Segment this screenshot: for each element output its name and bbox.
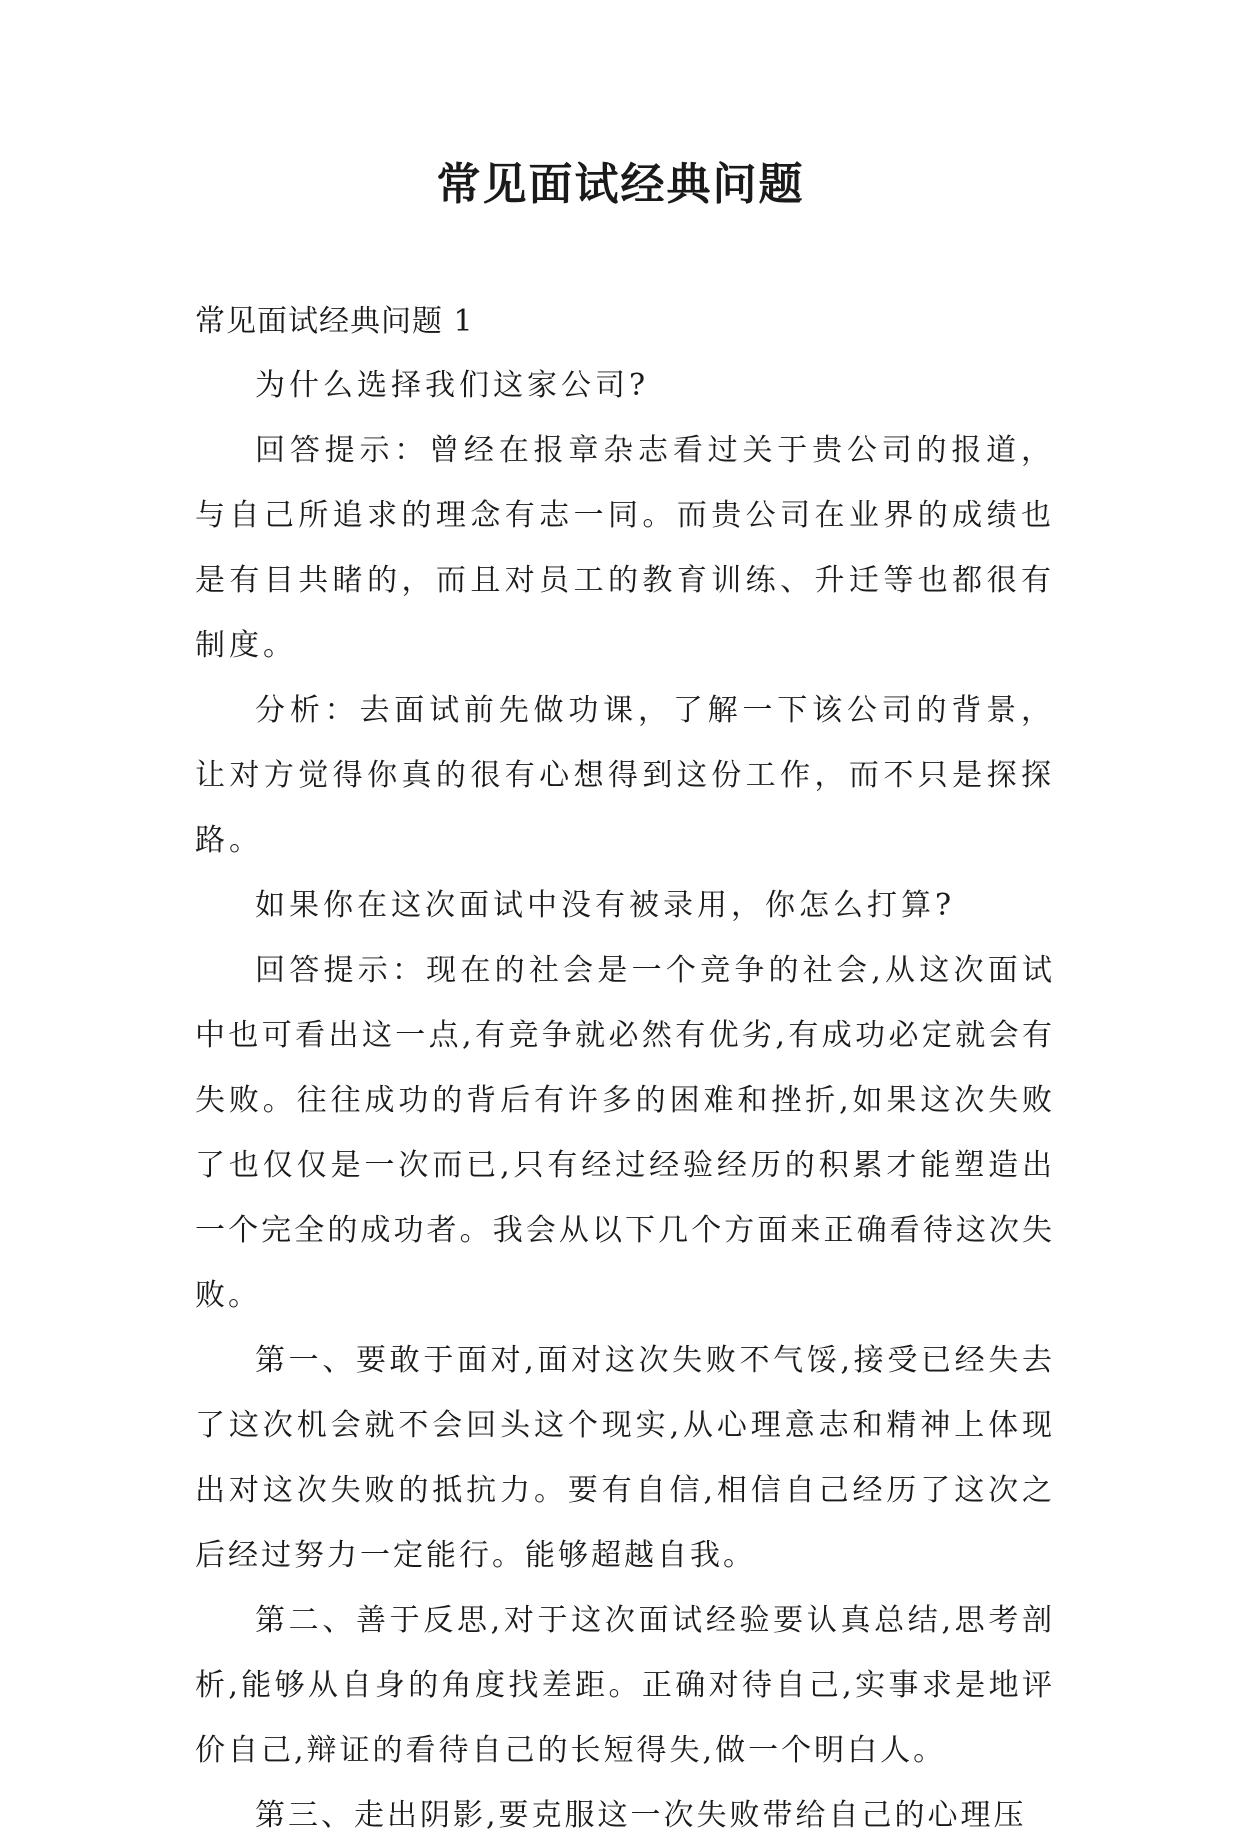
paragraph-point-1: 第一、要敢于面对,面对这次失败不气馁,接受已经失去了这次机会就不会回头这个现实,从心理意志和精神上体现出对这次失败的抵抗力。要有自信,相信自己经历了这次之后经过努力一定能行。能够超越自我。 — [195, 1343, 1055, 1573]
document-body — [195, 291, 1055, 1848]
paragraph-point-2: 第二、善于反思,对于这次面试经验要认真总结,思考剖析,能够从自身的角度找差距。正确对待自己,实事求是地评价自己,辩证的看待自己的长短得失,做一个明白人。 — [195, 1603, 1055, 1768]
paragraph-answer-hint-1: 回答提示：曾经在报章杂志看过关于贵公司的报道，与自己所追求的理念有志一同。而贵公司在业界的成绩也是有目共睹的，而且对员工的教育训练、升迁等也都很有制度。 — [195, 433, 1055, 663]
paragraph-question-1: 为什么选择我们这家公司? — [255, 368, 650, 403]
paragraph-question-2: 如果你在这次面试中没有被录用，你怎么打算? — [255, 888, 956, 923]
section-heading: 常见面试经典问题 1 — [195, 304, 474, 339]
paragraph-analysis-1: 分析：去面试前先做功课，了解一下该公司的背景，让对方觉得你真的很有心想得到这份工作，而不只是探探路。 — [195, 693, 1055, 858]
document-title: 常见面试经典问题 — [436, 159, 805, 210]
paragraph-answer-hint-2: 回答提示：现在的社会是一个竞争的社会,从这次面试中也可看出这一点,有竞争就必然有优劣,有成功必定就会有失败。往往成功的背后有许多的困难和挫折,如果这次失败了也仅仅是一次而已,只有经过经验经历的积累才能塑造出一个完全的成功者。我会从以下几个方面来正确看待这次失败。 — [195, 953, 1055, 1313]
paragraph-point-3: 第三、走出阴影,要克服这一次失败带给自己的心理压 — [255, 1798, 1027, 1833]
